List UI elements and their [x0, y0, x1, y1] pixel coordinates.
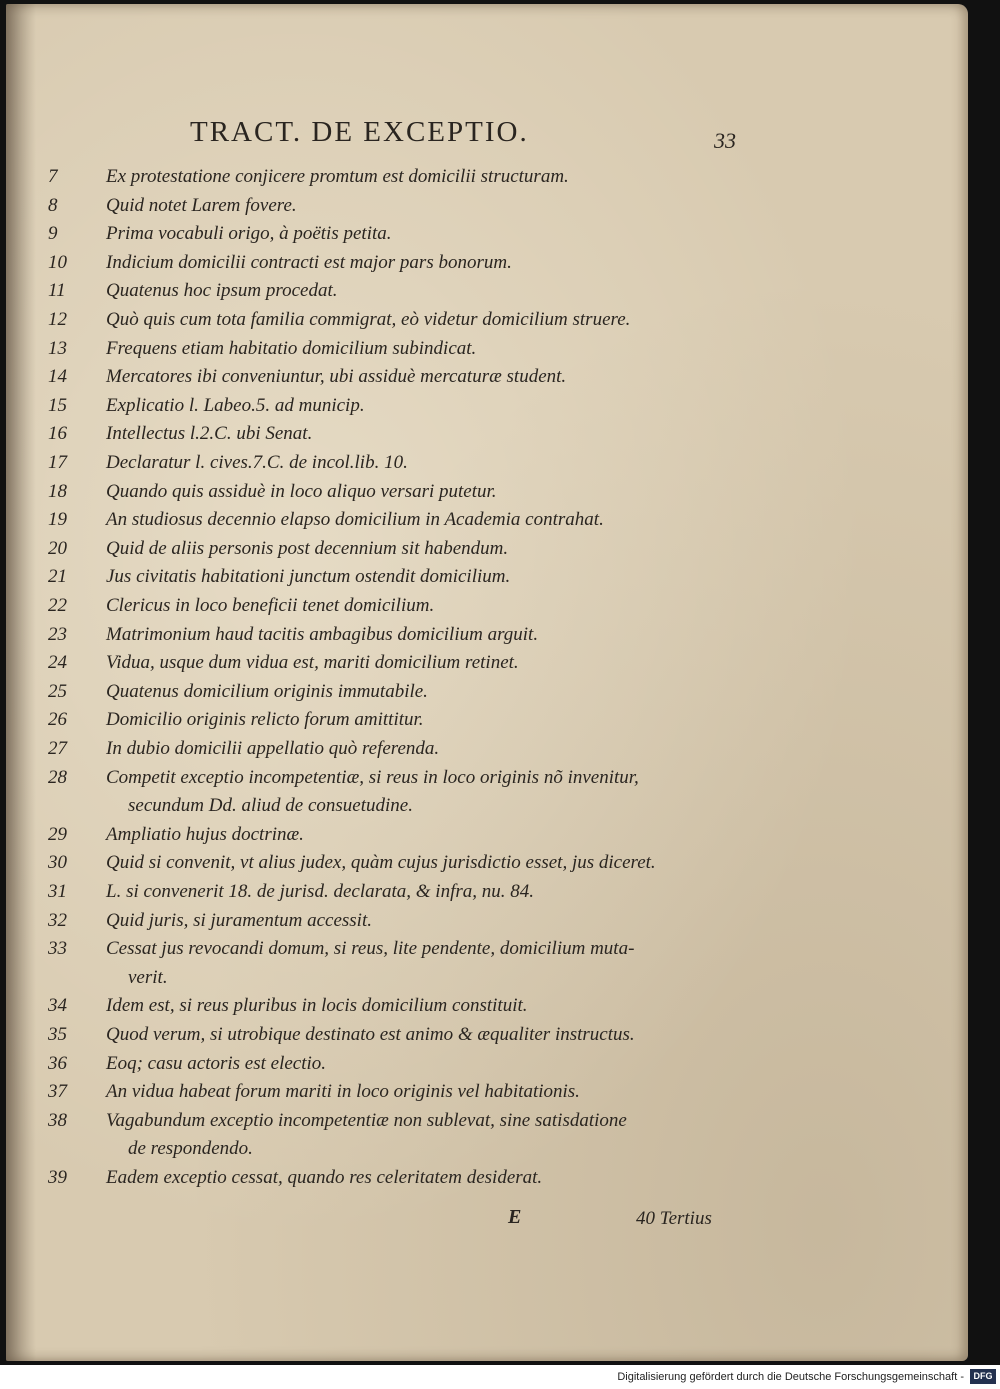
list-item [0, 392, 960, 420]
item-number: 29 [48, 823, 67, 845]
list-item [0, 1164, 960, 1192]
item-text: Competit exceptio incompetentiæ, si reus in loco originis nõ invenitur, [106, 766, 639, 788]
item-number: 32 [48, 909, 67, 931]
item-text: Mercatores ibi conveniuntur, ubi assiduè mercaturæ student. [106, 366, 567, 388]
item-text: Indicium domicilii contracti est major pars bonorum. [106, 251, 512, 273]
item-number: 21 [48, 566, 67, 588]
item-text: Ex protestatione conjicere promtum est domicilii structuram. [106, 166, 569, 187]
list-item [0, 363, 960, 391]
item-text: Quatenus domicilium originis immutabile. [106, 680, 428, 702]
list-item [0, 1021, 960, 1049]
item-number: 25 [48, 680, 67, 702]
item-number: 39 [48, 1167, 67, 1188]
item-number: 35 [48, 1024, 67, 1045]
item-text: Vidua, usque dum vidua est, mariti domicilium retinet. [106, 652, 519, 674]
running-title: TRACT. DE EXCEPTIO. [190, 116, 529, 148]
list-item [0, 764, 960, 792]
item-text: Cessat jus revocandi domum, si reus, lite pendente, domicilium muta- [106, 938, 635, 960]
item-number: 16 [48, 423, 67, 445]
item-text-continuation: secundum Dd. aliud de consuetudine. [128, 795, 413, 817]
list-item [0, 335, 960, 363]
item-number: 8 [48, 194, 58, 216]
item-number: 9 [48, 223, 58, 245]
list-item [0, 563, 960, 591]
item-text: Quò quis cum tota familia commigrat, eò videtur domicilium struere. [106, 309, 631, 330]
item-text: Vagabundum exceptio incompetentiæ non sublevat, sine satisdatione [106, 1109, 627, 1131]
list-item [0, 1135, 960, 1163]
list-item [0, 306, 960, 334]
item-text: Jus civitatis habitationi junctum ostendit domicilium. [106, 566, 511, 588]
item-number: 23 [48, 623, 67, 645]
item-text: Eadem exceptio cessat, quando res celeritatem desiderat. [106, 1167, 543, 1188]
item-text: Domicilio originis relicto forum amittitur. [106, 709, 424, 731]
list-item [0, 506, 960, 534]
item-number: 11 [48, 280, 66, 302]
item-number: 34 [48, 995, 67, 1017]
list-item [0, 1107, 960, 1135]
list-item [0, 649, 960, 677]
list-item [0, 821, 960, 849]
list-item [0, 1050, 960, 1078]
list-item [0, 678, 960, 706]
digitization-credit: Digitalisierung gefördert durch die Deutsche Forschungsgemeinschaft - [617, 1371, 964, 1383]
item-number: 27 [48, 738, 67, 759]
list-item [0, 535, 960, 563]
item-number: 19 [48, 509, 67, 531]
item-text: Declaratur l. cives.7.C. de incol.lib. 10. [106, 452, 408, 473]
item-text: Quod verum, si utrobique destinato est animo & æqualiter instructus. [106, 1024, 635, 1045]
list-item [0, 992, 960, 1020]
item-number: 38 [48, 1109, 67, 1131]
list-item [0, 935, 960, 963]
item-number: 14 [48, 366, 67, 388]
list-item [0, 706, 960, 734]
item-number: 26 [48, 709, 67, 731]
list-item [0, 964, 960, 992]
list-item [0, 163, 960, 191]
item-number: 17 [48, 452, 67, 473]
item-text: Prima vocabuli origo, à poëtis petita. [106, 223, 392, 245]
item-number: 15 [48, 394, 67, 416]
item-text: Quatenus hoc ipsum procedat. [106, 280, 338, 302]
item-number: 33 [48, 938, 67, 960]
item-text: L. si convenerit 18. de jurisd. declarata, & infra, nu. 84. [106, 881, 535, 902]
list-item [0, 792, 960, 820]
catchword: 40 Tertius [636, 1208, 712, 1229]
item-text: An vidua habeat forum mariti in loco originis vel habitationis. [106, 1081, 580, 1103]
item-number: 20 [48, 537, 67, 559]
item-text: In dubio domicilii appellatio quò referenda. [106, 738, 440, 759]
list-item [0, 220, 960, 248]
list-item [0, 192, 960, 220]
item-number: 18 [48, 480, 67, 502]
list-item [0, 249, 960, 277]
item-number: 36 [48, 1052, 67, 1074]
item-number: 31 [48, 881, 67, 902]
item-text: An studiosus decennio elapso domicilium in Academia contrahat. [106, 509, 604, 531]
list-item [0, 907, 960, 935]
item-text: Eoq; casu actoris est electio. [106, 1052, 327, 1074]
list-item [0, 449, 960, 477]
item-number: 28 [48, 766, 67, 788]
item-number: 37 [48, 1081, 67, 1103]
list-item [0, 420, 960, 448]
list-item [0, 621, 960, 649]
list-item [0, 592, 960, 620]
item-number: 24 [48, 652, 67, 674]
item-number: 30 [48, 852, 67, 874]
item-text: Quando quis assiduè in loco aliquo versari putetur. [106, 480, 497, 502]
item-text: Matrimonium haud tacitis ambagibus domicilium arguit. [106, 623, 539, 645]
item-text: Frequens etiam habitatio domicilium subindicat. [106, 337, 477, 359]
page-number: 33 [714, 128, 736, 153]
signature-mark: E [508, 1206, 522, 1228]
list-item [0, 277, 960, 305]
item-text: Quid de aliis personis post decennium sit habendum. [106, 537, 509, 559]
item-text: Clericus in loco beneficii tenet domicilium. [106, 595, 435, 616]
item-number: 7 [48, 166, 58, 187]
item-text-continuation: verit. [128, 966, 168, 988]
list-item [0, 878, 960, 906]
item-text: Explicatio l. Labeo.5. ad municip. [106, 394, 365, 416]
item-text: Quid juris, si juramentum accessit. [106, 909, 372, 931]
item-text: Quid si convenit, vt alius judex, quàm cujus jurisdictio esset, jus diceret. [106, 852, 656, 874]
list-item [0, 735, 960, 763]
item-number: 13 [48, 337, 67, 359]
item-text: Quid notet Larem fovere. [106, 194, 297, 216]
item-number: 12 [48, 309, 67, 330]
item-number: 22 [48, 595, 67, 616]
item-text-continuation: de respondendo. [128, 1138, 253, 1160]
item-number: 10 [48, 251, 67, 273]
list-item [0, 849, 960, 877]
list-item [0, 478, 960, 506]
list-item [0, 1078, 960, 1106]
item-text: Idem est, si reus pluribus in locis domicilium constituit. [106, 995, 528, 1017]
dfg-logo-icon: DFG [970, 1369, 996, 1384]
item-text: Intellectus l.2.C. ubi Senat. [106, 423, 313, 445]
item-text: Ampliatio hujus doctrinæ. [106, 823, 304, 845]
